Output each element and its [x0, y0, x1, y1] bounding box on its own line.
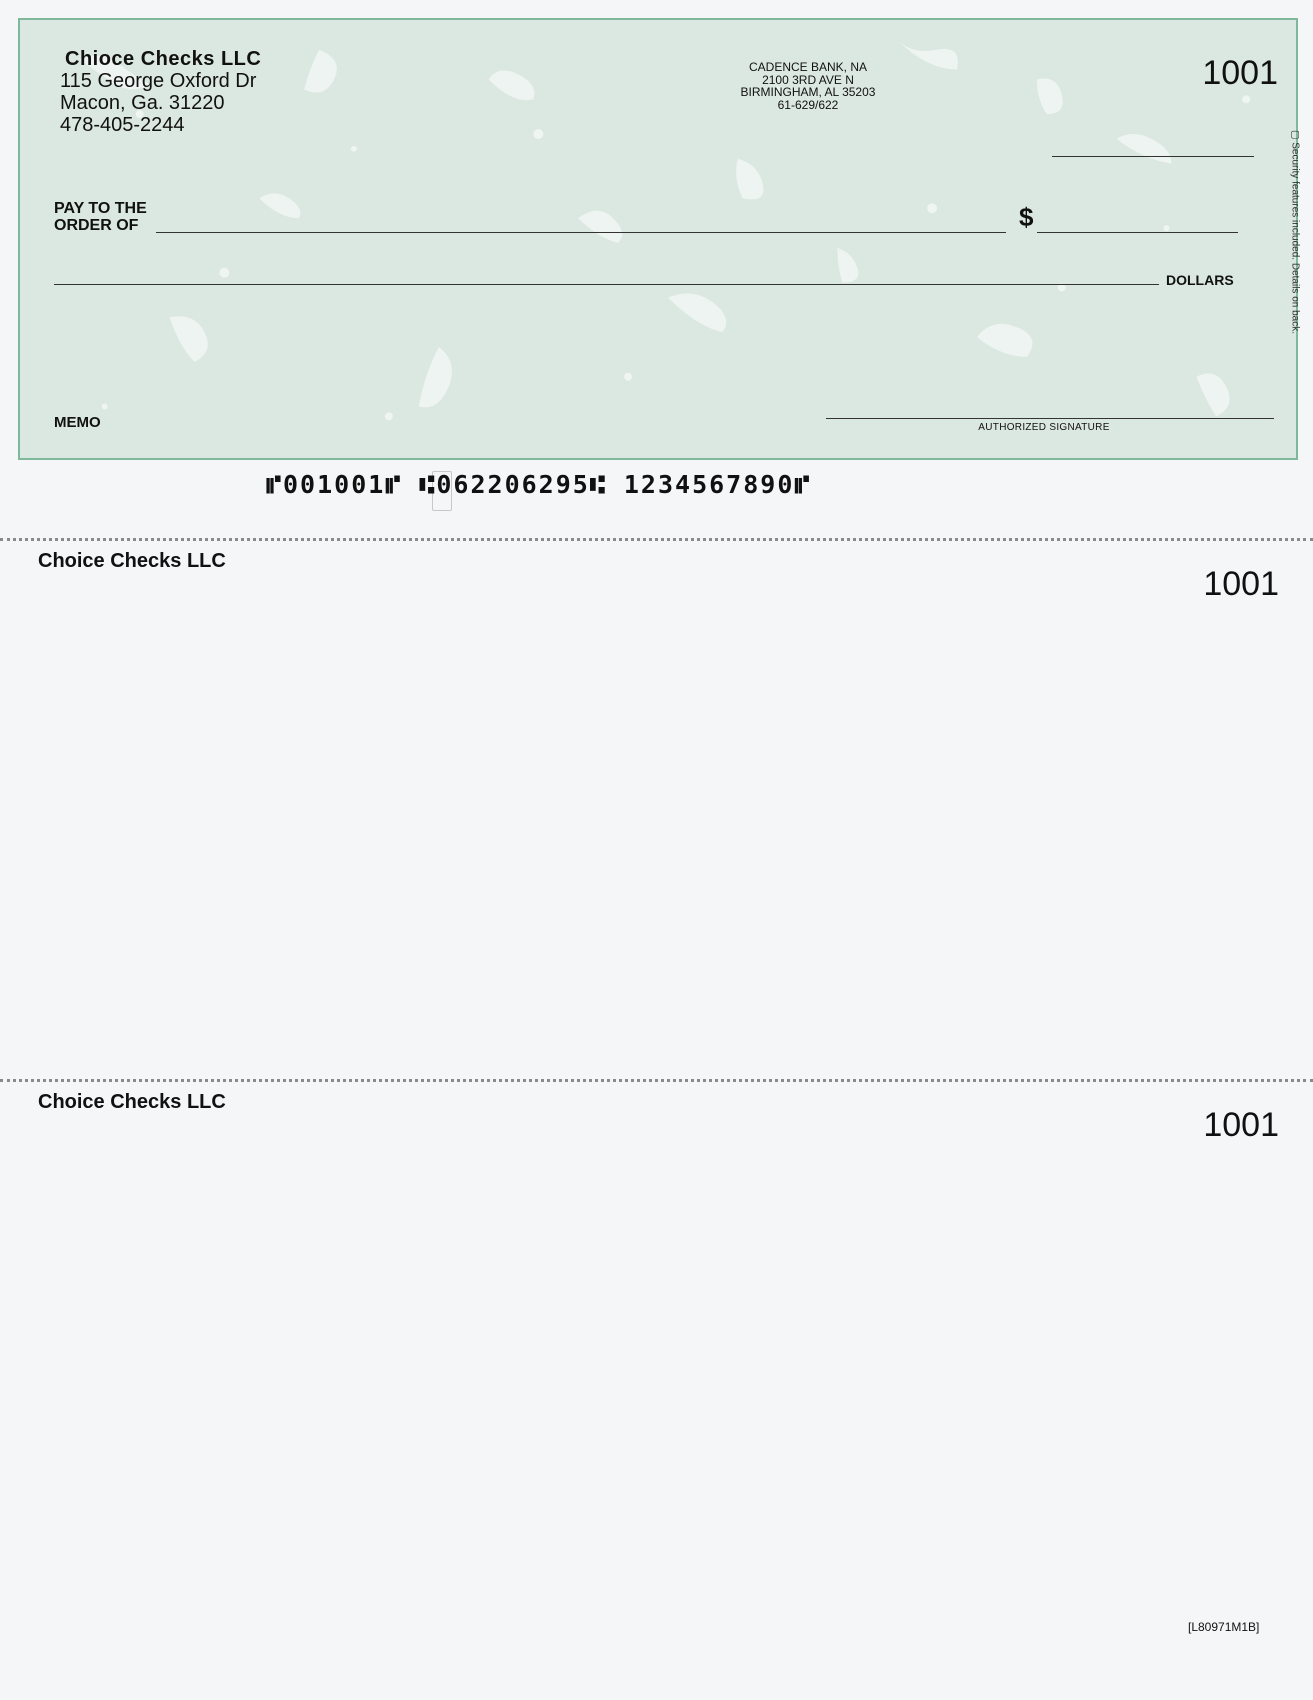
signature-line[interactable] [826, 418, 1274, 419]
company-phone: 478-405-2244 [60, 114, 185, 136]
signature-label: AUTHORIZED SIGNATURE [978, 422, 1110, 433]
bank-fraction: 61-629/622 [777, 97, 839, 112]
check-number: 1001 [1202, 54, 1278, 92]
pay-to-label [54, 200, 147, 234]
stub2-company-name: Choice Checks LLC [38, 1091, 226, 1113]
bank-info [638, 61, 978, 111]
bank-name: CADENCE BANK, NA [748, 60, 868, 74]
memo-label: MEMO [54, 414, 101, 431]
bank-street: 2100 3RD AVE N [762, 72, 854, 87]
perforation-line-1 [0, 538, 1313, 541]
perforation-line-2 [0, 1079, 1313, 1082]
dollars-label: DOLLARS [1166, 272, 1234, 288]
written-amount-line[interactable] [54, 284, 1159, 285]
micr-line: ⑈001001⑈ ⑆062206295⑆ 1234567890⑈ [266, 470, 812, 499]
stub1-company-name: Choice Checks LLC [38, 550, 226, 572]
bank-city: BIRMINGHAM, AL 35203 [740, 85, 876, 99]
payee-line[interactable] [156, 232, 1006, 233]
check-body [18, 18, 1298, 460]
amount-line[interactable] [1037, 232, 1238, 233]
form-code: [L80971M1B] [1188, 1620, 1260, 1634]
company-street: 115 George Oxford Dr [60, 70, 257, 92]
dollar-sign: $ [1019, 202, 1034, 232]
stub2-check-number: 1001 [1203, 1106, 1279, 1144]
stub1-check-number: 1001 [1203, 565, 1279, 603]
pay-to-label-line2: ORDER OF [54, 217, 139, 234]
date-line[interactable] [1052, 156, 1254, 157]
company-city: Macon, Ga. 31220 [60, 92, 225, 114]
lock-icon: ▢ [1289, 129, 1301, 143]
pay-to-label-line1: PAY TO THE [54, 200, 147, 217]
security-note [1290, 130, 1301, 334]
security-note-text: Security features included. Details on back. [1289, 142, 1301, 335]
company-name: Chioce Checks LLC [65, 48, 262, 70]
